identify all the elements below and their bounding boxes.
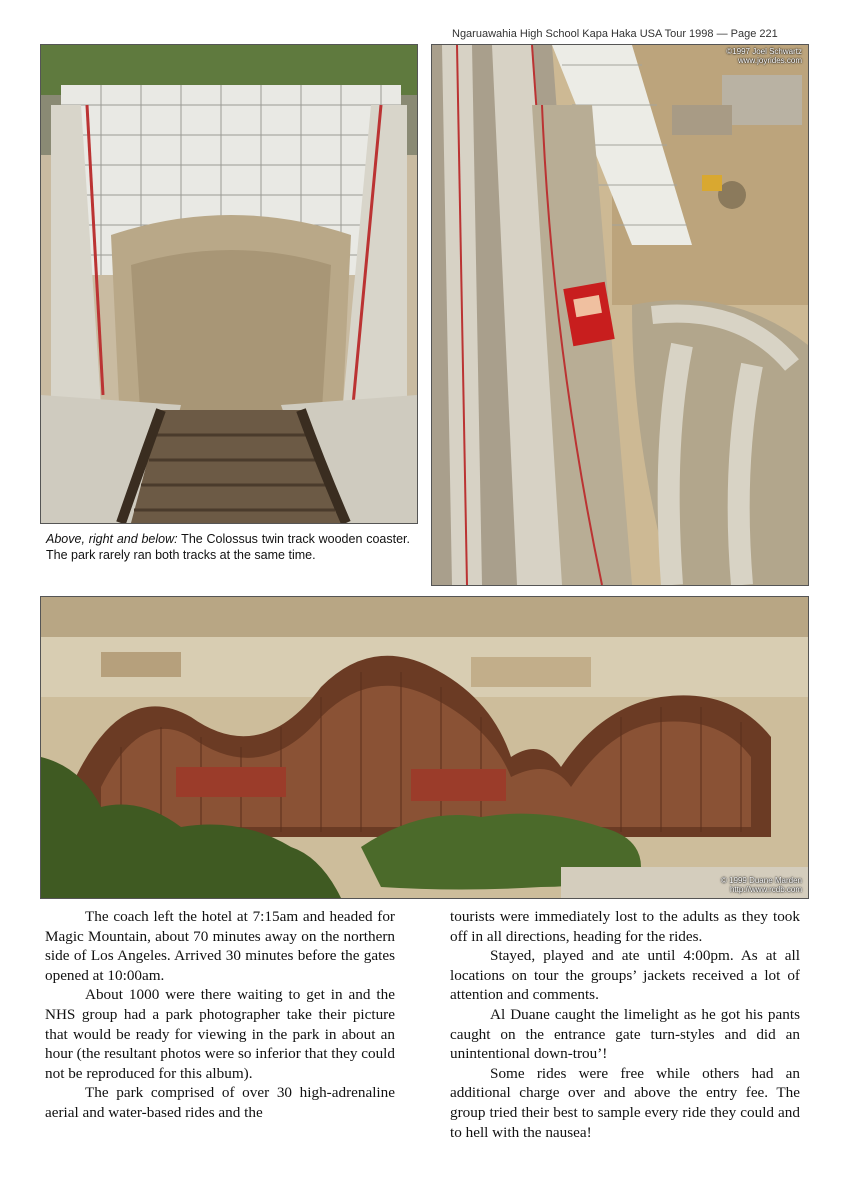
- credit-line-1: © 1999 Duane Marden: [720, 876, 802, 885]
- article-paragraph: Al Duane caught the limelight as he got his pants caught on the entrance gate turn-styles and did an unintentional down-trou’!: [450, 1005, 800, 1063]
- coaster-twin-track-image: [432, 45, 808, 585]
- photo-coaster-lift-hill: [40, 44, 418, 524]
- article-paragraph: Stayed, played and ate until 4:00pm. As at all locations on tour the groups’ jackets received a lot of attention and comments.: [450, 947, 800, 1004]
- article-paragraph: The coach left the hotel at 7:15am and headed for Magic Mountain, about 70 minutes away on the northern side of Los Angeles. Arrived 30 minutes before the gates opened at 10:00am.: [45, 908, 395, 984]
- caption-text: The Colossus twin track wooden coaster. The park rarely ran both tracks at the same time.: [46, 532, 410, 562]
- article-paragraph: Some rides were free while others had an additional charge over and above the entry fee. The group tried their best to sample every ride they could and to hell with the nausea!: [450, 1064, 800, 1141]
- article-column-right: [450, 907, 800, 1142]
- photo-credit-joyrides: [726, 47, 802, 65]
- credit-line-1: ©1997 Joel Schwartz: [726, 47, 802, 56]
- credit-line-2: http://www.rcdb.com: [729, 885, 802, 894]
- caption-lead: Above, right and below:: [46, 532, 178, 546]
- coaster-lift-hill-image: [41, 45, 417, 523]
- credit-line-2: www.joyrides.com: [737, 56, 802, 65]
- photo-coaster-aerial: [40, 596, 809, 899]
- article-paragraph: The park comprised of over 30 high-adrenaline aerial and water-based rides and the: [45, 1084, 395, 1121]
- coaster-aerial-image: [41, 597, 808, 898]
- article-column-left: [45, 907, 395, 1123]
- photo-coaster-twin-track: [431, 44, 809, 586]
- article-paragraph: tourists were immediately lost to the adults as they took off in all directions, heading for the rides.: [450, 908, 800, 945]
- article-paragraph: About 1000 were there waiting to get in and the NHS group had a park photographer take their picture that would be ready for viewing in the park in about an hour (the resultant photos were so inferior that they could not be reproduced for this album).: [45, 986, 395, 1082]
- photo-caption: [46, 532, 410, 563]
- page-header: Ngaruawahia High School Kapa Haka USA Tour 1998 — Page 221: [452, 28, 778, 40]
- photo-credit-rcdb: [721, 876, 802, 894]
